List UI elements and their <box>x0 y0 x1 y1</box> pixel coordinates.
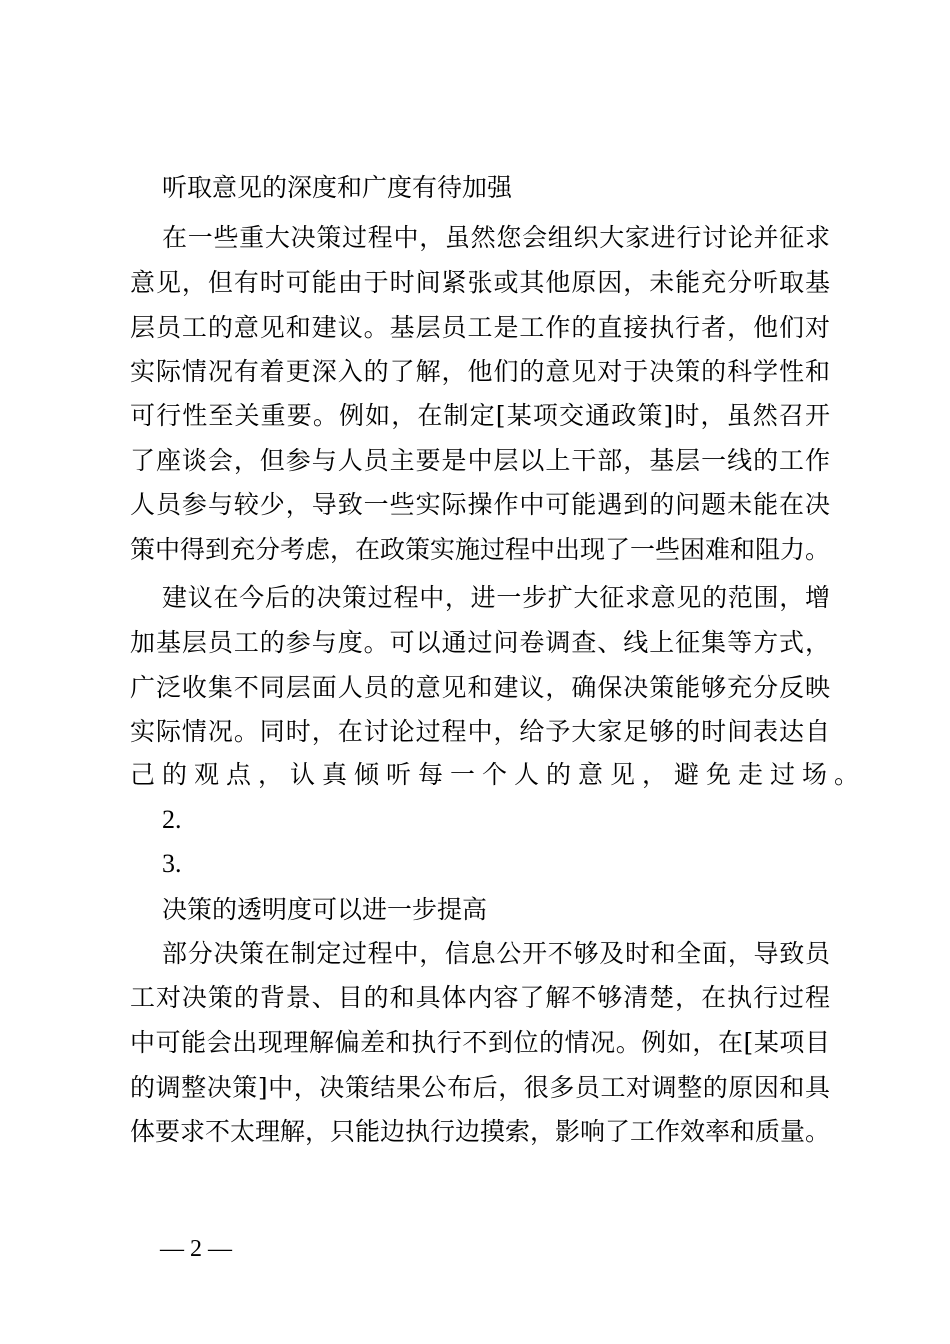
section-heading: 听取意见的深度和广度有待加强 <box>162 173 513 202</box>
paragraph-line: 加基层员工的参与度。可以通过问卷调查、线上征集等方式， <box>130 628 830 657</box>
paragraph-line: 部分决策在制定过程中，信息公开不够及时和全面，导致员 <box>162 939 830 968</box>
paragraph-line: 建议在今后的决策过程中，进一步扩大征求意见的范围，增 <box>162 583 830 612</box>
paragraph-line: 实际情况。同时，在讨论过程中，给予大家足够的时间表达自 <box>130 717 830 746</box>
paragraph-line: 工对决策的背景、目的和具体内容了解不够清楚，在执行过程 <box>130 983 830 1012</box>
paragraph-line: 实际情况有着更深入的了解，他们的意见对于决策的科学性和 <box>130 357 830 386</box>
paragraph-line: 体要求不太理解，只能边执行边摸索，影响了工作效率和质量。 <box>130 1117 831 1146</box>
paragraph-line: 中可能会出现理解偏差和执行不到位的情况。例如，在[某项目 <box>130 1028 830 1057</box>
paragraph-line: 的调整决策]中，决策结果公布后，很多员工对调整的原因和具 <box>130 1073 830 1102</box>
paragraph-line: 可行性至关重要。例如，在制定[某项交通政策]时，虽然召开 <box>130 401 830 430</box>
section-heading: 决策的透明度可以进一步提高 <box>162 895 488 924</box>
page-number: — 2 — <box>160 1236 232 1262</box>
paragraph-line: 在一些重大决策过程中，虽然您会组织大家进行讨论并征求 <box>162 223 830 252</box>
paragraph-line: 人员参与较少，导致一些实际操作中可能遇到的问题未能在决 <box>130 490 830 519</box>
list-number: 2. <box>162 805 182 834</box>
paragraph-line: 广泛收集不同层面人员的意见和建议，确保决策能够充分反映 <box>130 673 830 702</box>
paragraph-line: 层员工的意见和建议。基层员工是工作的直接执行者，他们对 <box>130 313 830 342</box>
paragraph-line: 意见，但有时可能由于时间紧张或其他原因，未能充分听取基 <box>130 268 830 297</box>
paragraph-line: 了座谈会，但参与人员主要是中层以上干部，基层一线的工作 <box>130 446 830 475</box>
list-number: 3. <box>162 849 182 878</box>
paragraph-line: 己的观点，认真倾听每一个人的意见，避免走过场。 <box>130 760 867 789</box>
paragraph-line: 策中得到充分考虑，在政策实施过程中出现了一些困难和阻力。 <box>130 535 831 564</box>
